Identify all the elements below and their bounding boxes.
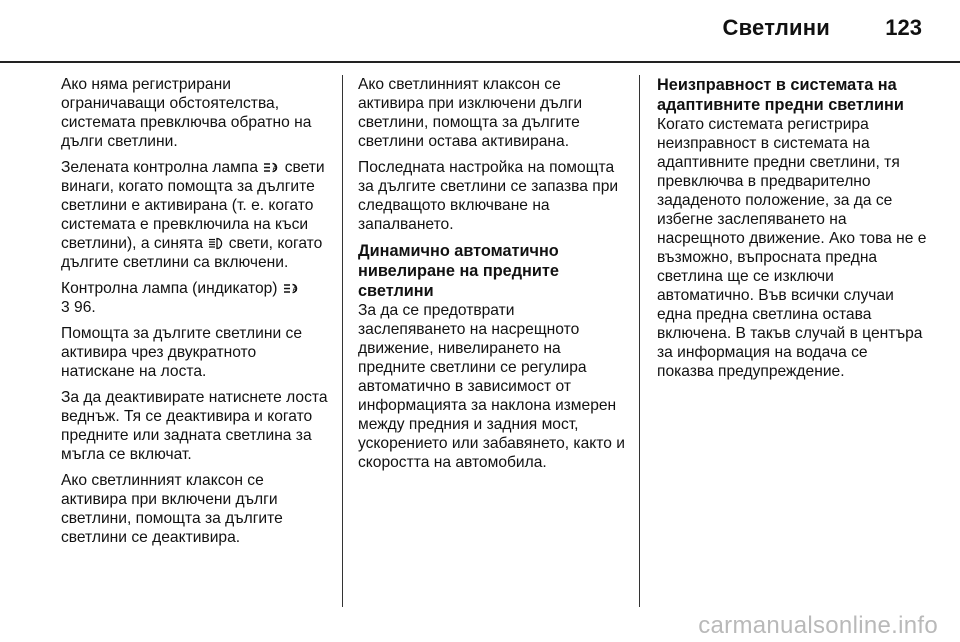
page-header: [0, 0, 960, 64]
page-reference-link[interactable]: [61, 299, 96, 316]
reference-arrow-icon: 3: [61, 299, 70, 316]
text-span: свети винаги, когато помощта за дългите светлини е активирана (т. е. когато системата е превключила на къси светлини), а синята: [61, 159, 325, 252]
section-heading: Динамично автоматично нивелиране на предните светлини: [358, 242, 559, 300]
page-number: 123: [885, 15, 922, 40]
text-span: Зелената контролна лампа: [61, 159, 259, 176]
watermark: carmanualsonline.info: [698, 612, 938, 639]
high-beam-icon: [208, 237, 223, 250]
text-span: свети, когато дългите светлини са включени.: [61, 235, 323, 271]
column-3: [657, 75, 927, 388]
svg-text:A: A: [292, 286, 297, 293]
column-divider: [639, 75, 640, 607]
paragraph: За да деактивирате натиснете лоста веднъж. Тя се деактивира и когато предните или задната светлина за мъгла се включат.: [61, 389, 328, 463]
column-divider: [342, 75, 343, 607]
paragraph: Помощта за дългите светлини се активира чрез двукратното натискане на лоста.: [61, 325, 302, 380]
paragraph: Когато системата регистрира неизправност в системата на адаптивните предни светлини, тя превключва в предварително зададеното положение, за да се избегне заслепяването на насрещното движение. Ако това не е възможно, въпросната предна светлина ще се изключи автоматично. Във всички случаи една предна светлина остава включена. В такъв случай в центъра за информация на водача се показва предупреждение.: [657, 116, 927, 380]
paragraph: Ако няма регистрирани ограничаващи обстоятелства, системата превключва обратно на дълги светлини.: [61, 76, 312, 150]
high-beam-assist-icon: [263, 161, 279, 174]
paragraph: За да се предотврати заслепяването на насрещното движение, нивелирането на предните светлини се регулира автоматично в зависимост от информацията за наклона измерен между предния и задния мост, ускорението или забавянето, както и скоростта на автомобила.: [358, 302, 625, 471]
paragraph: Ако светлинният клаксон се активира при изключени дълги светлини, помощта за дългите светлини остава активирана.: [358, 76, 583, 150]
reference-page: 96.: [74, 299, 96, 316]
svg-text:A: A: [272, 165, 278, 172]
paragraph: [61, 158, 329, 272]
header-divider: [0, 61, 960, 63]
column-1: [61, 75, 329, 554]
section-heading: Неизправност в системата на адаптивните предни светлини: [657, 76, 904, 114]
column-2: [358, 75, 626, 479]
text-span: Контролна лампа (индикатор): [61, 280, 278, 297]
paragraph: Ако светлинният клаксон се активира при включени дълги светлини, помощта за дългите светлини се деактивира.: [61, 472, 283, 546]
page-title: Светлини: [722, 15, 830, 40]
paragraph: [61, 279, 329, 317]
high-beam-assist-icon: [283, 282, 299, 295]
paragraph: Последната настройка на помощта за дългите светлини се запазва при следващото включване на запалването.: [358, 159, 619, 233]
